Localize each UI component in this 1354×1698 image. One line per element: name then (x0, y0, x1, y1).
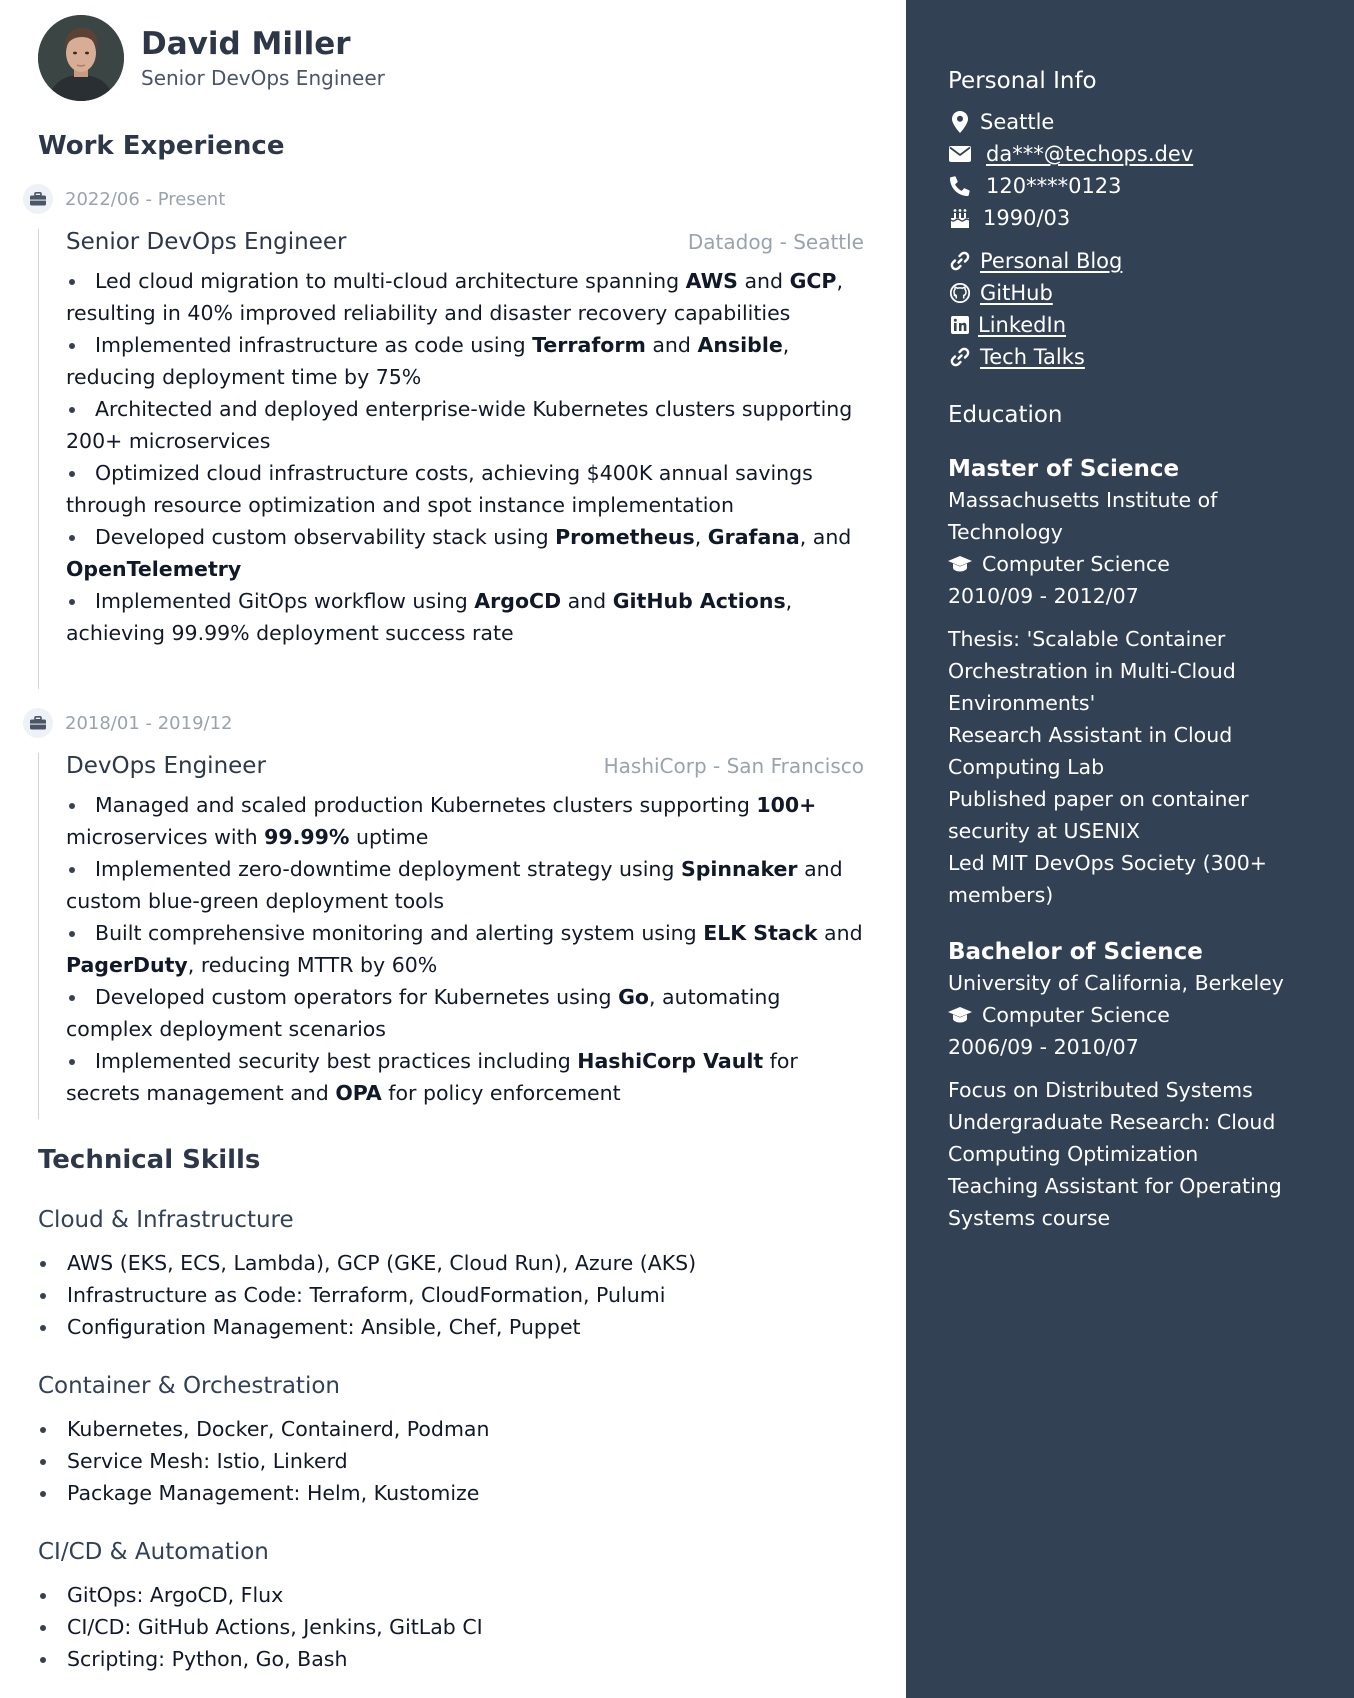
skill-group (38, 1205, 906, 1343)
job-title: DevOps Engineer (66, 753, 266, 779)
list-item: Published paper on container security at USENIX (948, 787, 1249, 843)
list-item: Thesis: 'Scalable Container Orchestration in Multi-Cloud Environments' (948, 627, 1236, 715)
degree-title: Bachelor of Science (948, 939, 1203, 965)
map-pin-icon (948, 110, 972, 134)
edu-notes (948, 1074, 1324, 1234)
list-item: Led MIT DevOps Society (300+ members) (948, 851, 1267, 907)
list-item: Developed custom operators for Kubernetes using Go, automating complex deployment scenarios (66, 981, 864, 1045)
sidebar (906, 0, 1354, 1698)
list-item: Implemented zero-downtime deployment strategy using Spinnaker and custom blue-green deployment tools (66, 853, 864, 917)
list-item: Research Assistant in Cloud Computing Lab (948, 723, 1233, 779)
degree-title: Master of Science (948, 456, 1180, 482)
skill-group (38, 1371, 906, 1509)
link-icon (948, 249, 972, 273)
phone-text: 120****0123 (986, 174, 1122, 198)
github-icon (948, 281, 972, 305)
major-text: Computer Science (982, 552, 1170, 576)
linkedin-icon (948, 313, 972, 337)
skill-list (38, 1413, 906, 1509)
candidate-name: David Miller (141, 25, 351, 62)
candidate-title: Senior DevOps Engineer (141, 65, 385, 90)
job-entry (38, 709, 906, 1119)
envelope-icon (948, 142, 972, 166)
birth-row (948, 202, 1324, 234)
list-item: Infrastructure as Code: Terraform, CloudFormation, Pulumi (38, 1279, 906, 1311)
avatar (38, 15, 124, 101)
edu-notes (948, 623, 1324, 911)
skill-group-title: CI/CD & Automation (38, 1539, 269, 1565)
edu-dates: 2006/09 - 2010/07 (948, 1035, 1139, 1059)
job-achievements (66, 789, 864, 1109)
list-item: Implemented security best practices including HashiCorp Vault for secrets management and OPA for policy enforcement (66, 1045, 864, 1109)
work-experience-heading: Work Experience (38, 131, 285, 161)
link-icon (948, 345, 972, 369)
skill-group (38, 1537, 906, 1675)
list-item: Teaching Assistant for Operating Systems course (948, 1174, 1282, 1230)
blog-link-row (948, 245, 1324, 277)
email-link[interactable]: da***@techops.dev (986, 142, 1194, 166)
personal-info-heading: Personal Info (948, 68, 1097, 94)
list-item: Built comprehensive monitoring and alerting system using ELK Stack and PagerDuty, reducing MTTR by 60% (66, 917, 864, 981)
list-item: Undergraduate Research: Cloud Computing Optimization (948, 1110, 1276, 1166)
job-body (38, 229, 864, 689)
list-item: Kubernetes, Docker, Containerd, Podman (38, 1413, 906, 1445)
list-item: Led cloud migration to multi-cloud architecture spanning AWS and GCP, resulting in 40% improved reliability and disaster recovery capabilities (66, 265, 864, 329)
email-row (948, 138, 1324, 170)
edu-dates: 2010/09 - 2012/07 (948, 584, 1139, 608)
job-company: Datadog - Seattle (687, 230, 864, 254)
profile-header (38, 15, 906, 101)
list-item: Implemented infrastructure as code using Terraform and Ansible, reducing deployment time by 75% (66, 329, 864, 393)
education-entry (948, 937, 1324, 1234)
education-entry (948, 454, 1324, 911)
list-item: Implemented GitOps workflow using ArgoCD and GitHub Actions, achieving 99.99% deployment success rate (66, 585, 864, 649)
skill-list (38, 1247, 906, 1343)
list-item: GitOps: ArgoCD, Flux (38, 1579, 906, 1611)
list-item: Architected and deployed enterprise-wide Kubernetes clusters supporting 200+ microservices (66, 393, 864, 457)
skill-list (38, 1579, 906, 1675)
location-row (948, 106, 1324, 138)
birthday-cake-icon (948, 206, 972, 230)
major-text: Computer Science (982, 1003, 1170, 1027)
job-entry (38, 185, 906, 689)
list-item: AWS (EKS, ECS, Lambda), GCP (GKE, Cloud Run), Azure (AKS) (38, 1247, 906, 1279)
tech-talks-link[interactable]: Tech Talks (980, 345, 1085, 369)
phone-icon (948, 174, 972, 198)
list-item: Developed custom observability stack using Prometheus, Grafana, and OpenTelemetry (66, 521, 864, 585)
education-heading: Education (948, 402, 1063, 428)
job-date: 2022/06 - Present (65, 188, 226, 210)
major-row (948, 999, 1324, 1031)
list-item: Configuration Management: Ansible, Chef, Puppet (38, 1311, 906, 1343)
skill-group-title: Container & Orchestration (38, 1373, 340, 1399)
list-item: Optimized cloud infrastructure costs, achieving $400K annual savings through resource optimization and spot instance implementation (66, 457, 864, 521)
major-row (948, 548, 1324, 580)
job-company: HashiCorp - San Francisco (603, 754, 864, 778)
contact-list (948, 106, 1324, 373)
briefcase-icon (23, 708, 53, 738)
job-achievements (66, 265, 864, 649)
list-item: Focus on Distributed Systems (948, 1078, 1253, 1102)
linkedin-link[interactable]: LinkedIn (978, 313, 1067, 337)
job-body (38, 753, 864, 1119)
talks-link-row (948, 341, 1324, 373)
school-name: University of California, Berkeley (948, 971, 1284, 995)
skill-group-title: Cloud & Infrastructure (38, 1207, 294, 1233)
phone-row (948, 170, 1324, 202)
graduation-cap-icon (948, 556, 972, 572)
birth-text: 1990/03 (983, 206, 1071, 230)
personal-blog-link[interactable]: Personal Blog (980, 249, 1123, 273)
list-item: Scripting: Python, Go, Bash (38, 1643, 906, 1675)
github-link[interactable]: GitHub (980, 281, 1053, 305)
school-name: Massachusetts Institute of Technology (948, 488, 1218, 544)
job-date: 2018/01 - 2019/12 (65, 712, 233, 734)
job-title: Senior DevOps Engineer (66, 229, 347, 255)
location-text: Seattle (980, 110, 1055, 134)
list-item: CI/CD: GitHub Actions, Jenkins, GitLab CI (38, 1611, 906, 1643)
linkedin-link-row (948, 309, 1324, 341)
graduation-cap-icon (948, 1007, 972, 1023)
briefcase-icon (23, 184, 53, 214)
list-item: Managed and scaled production Kubernetes clusters supporting 100+ microservices with 99.99% uptime (66, 789, 864, 853)
list-item: Package Management: Helm, Kustomize (38, 1477, 906, 1509)
list-item: Service Mesh: Istio, Linkerd (38, 1445, 906, 1477)
technical-skills-heading: Technical Skills (38, 1145, 261, 1175)
github-link-row (948, 277, 1324, 309)
